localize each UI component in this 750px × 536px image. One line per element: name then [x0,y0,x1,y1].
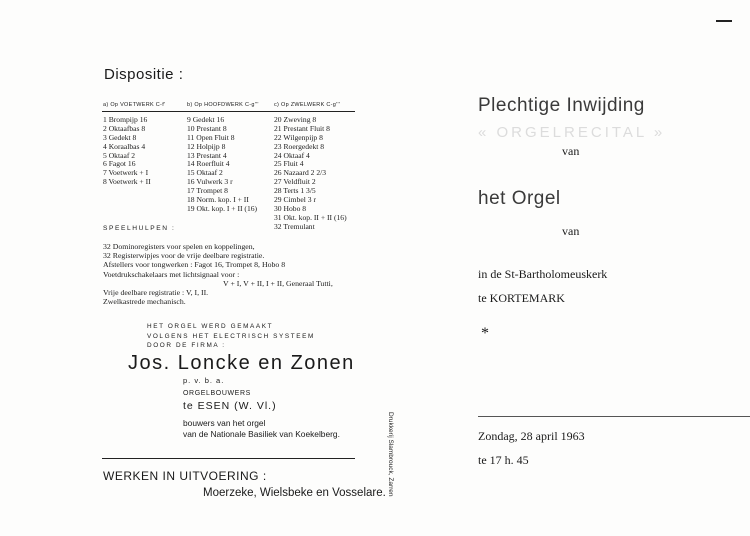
firm-city: te ESEN (W. Vl.) [183,400,277,412]
organ-stop: 30 Hobo 8 [274,203,307,213]
organ-stop: 22 Wilgenpijp 8 [274,132,323,142]
zwelwerk-list [274,116,347,232]
corner-mark [716,20,732,22]
made-by-line: HET ORGEL WERD GEMAAKT [147,323,274,330]
organ-stop: 12 Holpijp 8 [187,141,226,151]
speelhulpen-line: Vrije deelbare registratie : V, I, II. [103,288,209,298]
speelhulpen-line: Zwelkastrede mechanisch. [103,297,186,307]
footer-rule [102,458,355,459]
organ-stop: 13 Prestant 4 [187,150,227,160]
organ-stop: 7 Voetwerk + I [103,168,149,178]
printer-credit: Drukkerij Slambrouck, Zarren [387,412,394,497]
made-by-block [147,322,315,351]
organ-stop: 19 Okt. kop. I + II (16) [187,203,258,213]
basilica-block [183,418,340,440]
ghost-text: « ORGELRECITAL » [478,124,666,141]
organ-stop: 9 Gedekt 16 [187,114,225,124]
van-text: van [562,144,580,158]
organ-stop: 5 Oktaaf 2 [103,150,136,160]
firm-type: p. v. b. a. [183,376,225,385]
organ-stop: 15 Oktaaf 2 [187,168,223,178]
speelhulpen-line: Voetdrukschakelaars met lichtsignaal voor : [103,269,240,279]
right-rule [478,416,750,417]
organ-stop: 16 Vulwerk 3 r [187,177,233,187]
organ-stop: 8 Voetwerk + II [103,177,151,187]
firm-name: Jos. Loncke en Zonen [128,352,355,374]
organ-stop: 14 Roerfluit 4 [187,159,230,169]
organ-stop: 10 Prestant 8 [187,123,227,133]
footer-heading: WERKEN IN UITVOERING : [103,469,267,483]
firm-role: ORGELBOUWERS [183,390,251,397]
speelhulpen-heading: SPEELHULPEN : [103,225,176,232]
speelhulpen-line: 32 Dominoregisters voor spelen en koppelingen, [103,242,255,251]
hoofdwerk-header: b) Op HOOFDWERK C-g''' [187,102,259,108]
organ-stop: 20 Zweving 8 [274,114,317,124]
zwelwerk-column [274,101,347,232]
star-ornament: * [481,325,489,342]
voetwerk-column [103,101,165,187]
organ-stop: 26 Nazaard 2 2/3 [274,168,327,178]
organ-stop: 28 Terts 1 3/5 [274,186,316,196]
organ-stop: 23 Roergedekt 8 [274,141,325,151]
organ-stop: 17 Trompet 8 [187,186,228,196]
title-plechtige-inwijding: Plechtige Inwijding [478,95,645,116]
voetwerk-header: a) Op VOETWERK C-f' [103,102,166,108]
van-text-2: van [562,224,580,238]
disposition-heading: Dispositie : [104,66,184,83]
made-by-line: VOLGENS HET ELECTRISCH SYSTEEM [147,332,315,340]
basilica-line: van de Nationale Basiliek van Koekelberg. [183,429,340,439]
organ-stop: 32 Tremulant [274,221,315,231]
organ-stop: 2 Oktaafbas 8 [103,123,146,133]
organ-stop: 21 Prestant Fluit 8 [274,123,330,133]
speelhulpen-line: Afstellers voor tongwerken : Fagot 16, Trompet 8, Hobo 8 [103,260,286,270]
organ-stop: 31 Okt. kop. II + II (16) [274,212,347,222]
event-date: Zondag, 28 april 1963 [478,429,585,443]
church-text: in de St-Bartholomeuskerk [478,267,608,281]
organ-stop: 4 Koraalbas 4 [103,141,146,151]
organ-stop: 18 Norm. kop. I + II [187,195,249,205]
speelhulpen-line: V + I, V + II, I + II, Generaal Tutti, [223,278,333,288]
town-text: te KORTEMARK [478,291,565,305]
organ-stop: 1 Brompijp 16 [103,114,148,124]
organ-stop: 29 Cimbel 3 r [274,195,316,205]
organ-stop: 24 Oktaaf 4 [274,150,310,160]
event-time: te 17 h. 45 [478,453,529,467]
zwelwerk-header: c) Op ZWELWERK C-g''' [274,102,341,108]
title-het-orgel: het Orgel [478,188,561,209]
speelhulpen-line: 32 Registerwipjes voor de vrije deelbare registratie. [103,251,265,261]
basilica-line: bouwers van het orgel [183,418,266,428]
footer-places: Moerzeke, Wielsbeke en Vosselare. [203,487,386,499]
hoofdwerk-list [187,116,259,214]
organ-stop: 11 Open Fluit 8 [187,132,235,142]
organ-stop: 25 Fluit 4 [274,159,304,169]
made-by-line: DOOR DE FIRMA : [147,342,226,349]
hoofdwerk-column [187,101,259,214]
organ-stop: 3 Gedekt 8 [103,132,137,142]
speelhulpen-block [103,242,333,306]
organ-stop: 27 Veldfluit 2 [274,177,316,187]
organ-stop: 6 Fagot 16 [103,159,136,169]
voetwerk-list [103,116,165,187]
